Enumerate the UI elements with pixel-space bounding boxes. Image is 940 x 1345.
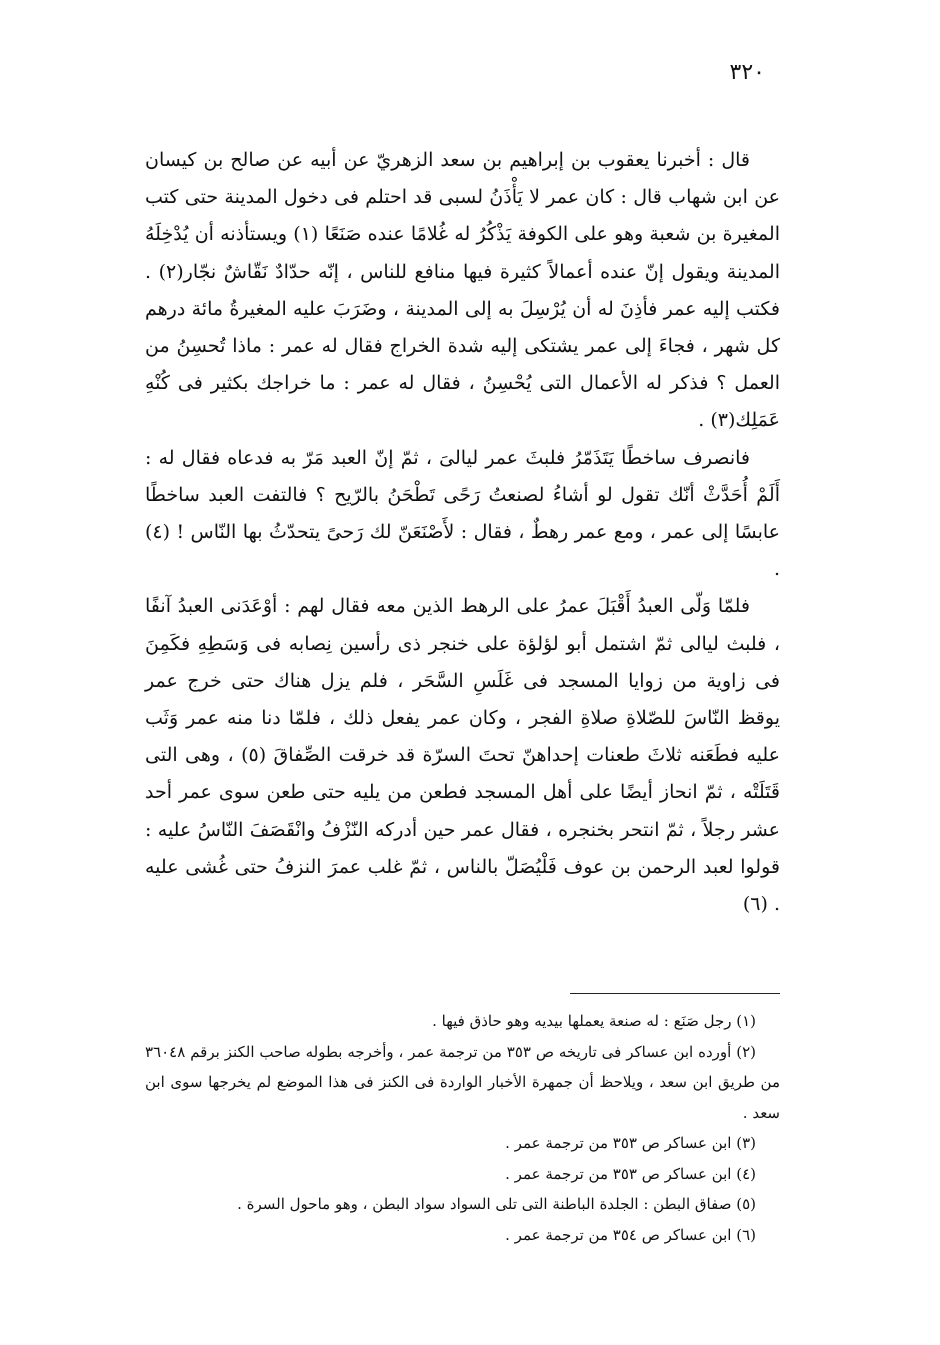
footnote-4: (٤) ابن عساكر ص ٣٥٣ من ترجمة عمر .: [505, 1164, 756, 1183]
footnotes: [145, 1006, 780, 1250]
paragraph-2: فانصرف ساخطًا يَتَذَمّرُ فلبثَ عمر ليالىَ ، ثمّ إنّ العبد مَرّ به فدعاه فقال له : أَلَمْ أُحَدَّثْ أنّك تقول لو أشاءُ لصنعتُ رَحًى تَطْحَنُ بالرّيح ؟ فالتفت العبد ساخطًا عابسًا إلى عمر ، ومع عمر رهطٌ ، فقال : لأَصْنَعَنّ لك رَحىً يتحدّثُ بها النّاس ! (٤) .: [145, 446, 780, 581]
footnote-6: (٦) ابن عساكر ص ٣٥٤ من ترجمة عمر .: [505, 1225, 756, 1244]
paragraph-1: قال : أخبرنا يعقوب بن إبراهيم بن سعد الزهريّ عن أبيه عن صالح بن كيسان عن ابن شهاب قال : كان عمر لا يَأْذَنُ لسبى قد احتلم فى دخول المدينة حتى كتب المغيرة بن شعبة وهو على الكوفة يَذْكُرُ له غُلامًا عنده صَنَعًا (١) ويستأذنه أن يُدْخِلَهُ المدينة ويقول إنّ عنده أعمالاً كثيرة فيها منافع للناس ، إنّه حدّادٌ نَقّاشٌ نجّار(٢) . فكتب إليه عمر فأذِنَ له أن يُرْسِلَ به إلى المدينة ، وضَرَبَ عليه المغيرةُ مائة درهم كل شهر ، فجاءَ إلى عمر يشتكى إليه شدة الخراج فقال له عمر : ماذا تُحسِنُ من العمل ؟ فذكر له الأعمال التى يُحْسِنُ ، فقال له عمر : ما خراجك بكثير فى كُنْهِ عَمَلِك(٣) .: [145, 149, 780, 432]
footnote-3: (٣) ابن عساكر ص ٣٥٣ من ترجمة عمر .: [505, 1134, 756, 1152]
footnote-5: (٥) صفاق البطن : الجلدة الباطنة التى تلى السواد سواد البطن ، وهو ماحول السرة .: [237, 1195, 756, 1213]
paragraph-3: فلمّا وَلّى العبدُ أَقْبَلَ عمرُ على الرهط الذين معه فقال لهم : أوْعَدَنى العبدُ آنفًا ، فلبث ليالى ثمّ اشتمل أبو لؤلؤة على خنجر ذى رأسين نِصابه فى وَسَطِهِ فكَمِنَ فى زاوية من زوايا المسجد فى غَلَسِ السَّحَر ، فلم يزل هناك حتى خرج عمر يوقظ النّاسَ للصّلاةِ صلاةِ الفجر ، وكان عمر يفعل ذلك ، فلمّا دنا منه عمر وَثَب عليه فطَعَنه ثلاثَ طعنات إحداهنّ تحتَ السرّة قد خرقت الصِّفاقَ (٥) ، وهى التى قَتَلَتْه ، ثمّ انحاز أيضًا على أهل المسجد فطعن من يليه حتى طعن سوى عمر أحد عشر رجلاً ، ثمّ انتحر بخنجره ، فقال عمر حين أدركه النّزْفُ وانْقَصَفَ النّاسُ عليه : قولوا لعبد الرحمن بن عوف فَلْيُصَلّ بالناس ، ثمّ غلب عمرَ النزفُ حتى غُشى عليه . (٦): [145, 595, 780, 916]
page-number: ٣٢٠: [729, 60, 765, 85]
footnote-2: (٢) أورده ابن عساكر فى تاريخه ص ٣٥٣ من ترجمة عمر ، وأخرجه بطوله صاحب الكنز برقم ٣٦٠٤٨ من طريق ابن سعد ، ويلاحظ أن جمهرة الأخبار الواردة فى الكنز فى هذا الموضع لم يخرجها سوى ابن سعد .: [145, 1042, 780, 1122]
footnote-separator: [570, 993, 780, 994]
main-text: [145, 142, 780, 923]
footnote-1: (١) رجل صَنَع : له صنعة يعملها بيديه وهو حاذق فيها .: [432, 1012, 756, 1030]
